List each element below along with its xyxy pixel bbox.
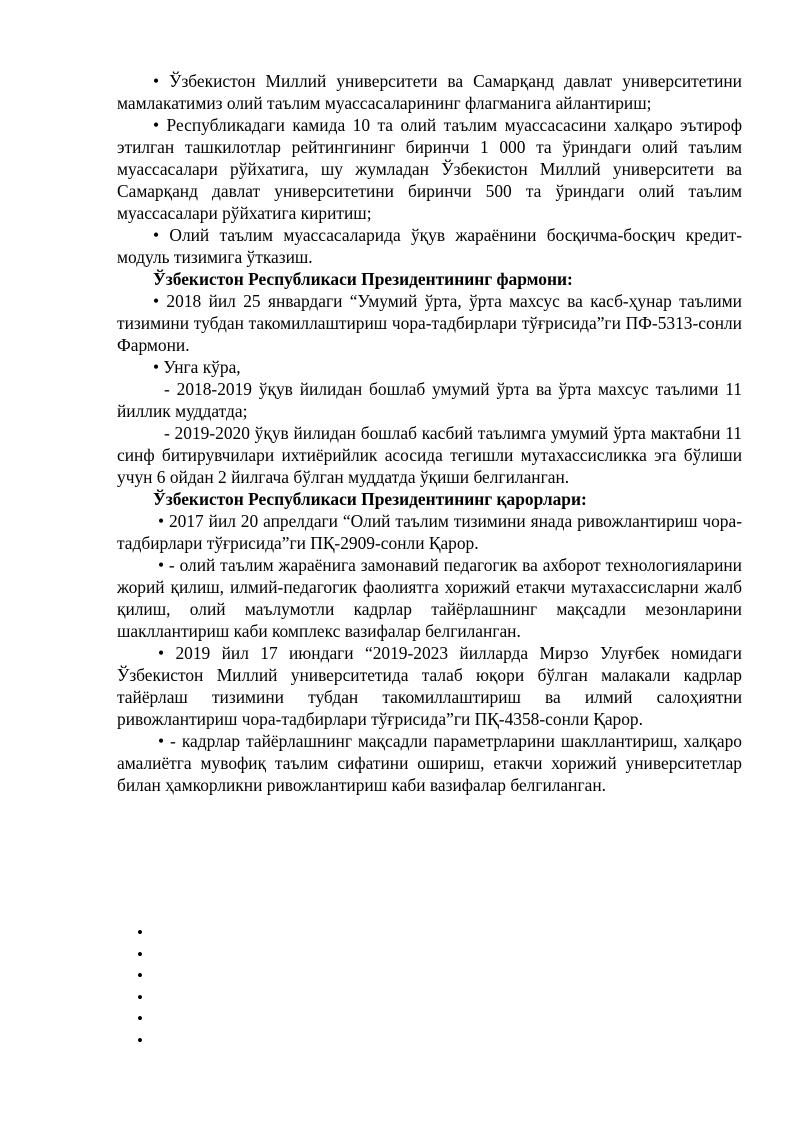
paragraph-pk-4358-tasks: • - кадрлар тайёрлашнинг мақсадли параметрларини шакллантириш, халқаро амалиётга мувофиқ таълим сифатини ошириш, етакчи хорижий университетлар билан ҳамкорликни ривожлантириш каби вазифалар белгиланган. [117, 731, 742, 795]
paragraph-credit-module: • Олий таълим муассасаларида ўқув жараёнини босқичма-босқич кредит-модуль тизимига ўтказиш. [117, 225, 742, 267]
paragraph-resolution-pk-4358: • 2019 йил 17 июндаги “2019-2023 йилларда Мирзо Улуғбек номидаги Ўзбекистон Миллий университетида талаб юқори бўлган малакали кадрлар тайёрлаш тизимини тубдан такомиллаштириш ва илмий салоҳиятни ривожлантириш чора-тадбирлари тўғрисида”ги ПҚ-4358-сонли Қарор. [117, 643, 742, 729]
empty-bullet: • [137, 944, 143, 964]
empty-bullet: • [137, 987, 143, 1007]
empty-bullet: • [137, 966, 143, 986]
paragraph-resolution-pk-2909: • 2017 йил 20 апрелдаги “Олий таълим тизимини янада ривожлантириш чора-тадбирлари тўғрисида”ги ПҚ-2909-сонли Қарор. [117, 511, 742, 553]
paragraph-general-education-11-years: - 2018-2019 ўқув йилидан бошлаб умумий ўрта ва ўрта махсус таълими 11 йиллик муддатда; [117, 379, 742, 421]
paragraph-rating-goal: • Республикадаги камида 10 та олий таълим муассасасини халқаро эътироф этилган ташкилотлар рейтингининг биринчи 1 000 та ўриндаги олий таълим муассасалари рўйхатига, шу жумладан Ўзбекистон Миллий университети ва Самарқанд давлат университетини биринчи 500 та ўриндаги олий таълим муассасалари рўйхатига киритиш; [117, 115, 742, 223]
empty-bullet: • [137, 1030, 143, 1050]
paragraph-pk-2909-tasks: • - олий таълим жараёнига замонавий педагогик ва ахборот технологияларини жорий қилиш, илмий-педагогик фаолиятга хорижий етакчи мутахассисларни жалб қилиш, олий маълумотли кадрлар тайёрлашнинг мақсадли мезонларини шакллантириш каби комплекс вазифалар белгиланган. [117, 555, 742, 641]
paragraph-vocational-education: - 2019-2020 ўқув йилидан бошлаб касбий таълимга умумий ўрта мактабни 11 синф битирувчилари ихтиёрийлик асосида тегишли мутахассисликка эга бўлиши учун 6 ойдан 2 йилгача бўлган муддатда ўқиши белгиланган. [117, 423, 742, 487]
empty-bullet-list [137, 922, 143, 1052]
paragraph-accordingly: • Унга кўра, [153, 357, 241, 377]
heading-president-decree: Ўзбекистон Республикаси Президентининг фармони: [153, 269, 573, 289]
heading-president-resolutions: Ўзбекистон Республикаси Президентининг қарорлари: [153, 489, 587, 509]
paragraph-decree-pf-5313: • 2018 йил 25 январдаги “Умумий ўрта, ўрта махсус ва касб-ҳунар таълими тизимини тубдан такомиллаштириш чора-тадбирлари тўғрисида”ги ПФ-5313-сонли Фармони. [117, 291, 742, 355]
empty-bullet: • [137, 1009, 143, 1029]
paragraph-flagship-universities: • Ўзбекистон Миллий университети ва Самарқанд давлат университетини мамлакатимиз олий таълим муассасаларининг флагманига айлантириш; [117, 71, 742, 113]
empty-bullet: • [137, 923, 143, 942]
